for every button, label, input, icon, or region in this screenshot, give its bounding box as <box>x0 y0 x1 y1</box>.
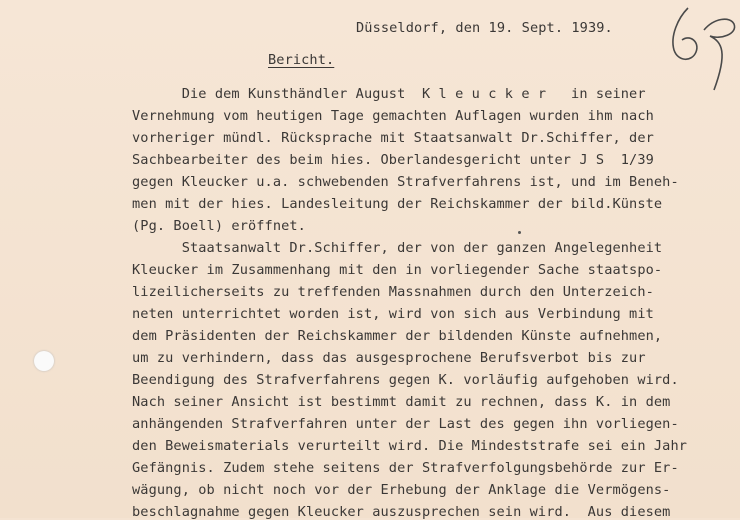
text-line: beschlagnahme gegen Kleucker auszusprechen sein wird. Aus diesem <box>132 504 671 520</box>
text-line: wägung, ob nicht noch vor der Erhebung der Anklage die Vermögens- <box>132 482 671 498</box>
punch-hole <box>34 351 54 371</box>
text-line: Kleucker im Zusammenhang mit den in vorliegender Sache staatspo- <box>132 262 663 278</box>
text-line: Die dem Kunsthändler August K l e u c k e r in seiner <box>132 86 646 102</box>
text-line: men mit der hies. Landesleitung der Reichskammer der bild.Künste <box>132 196 663 212</box>
text-line: gegen Kleucker u.a. schwebenden Strafverfahrens ist, und im Beneh- <box>132 174 679 190</box>
text-line: Vernehmung vom heutigen Tage gemachten Auflagen wurden ihm nach <box>132 108 654 124</box>
date-line: Düsseldorf, den 19. Sept. 1939. <box>356 20 613 36</box>
text-line: Sachbearbeiter des beim hies. Oberlandesgericht unter J S 1/39 <box>132 152 654 168</box>
handwritten-page-number <box>660 0 740 99</box>
text-line: Beendigung des Strafverfahrens gegen K. vorläufig aufgehoben wird. <box>132 372 679 388</box>
text-line: anhängenden Strafverfahren unter der Last des gegen ihn vorliegen- <box>132 416 679 432</box>
report-heading: Bericht. <box>268 52 335 68</box>
text-line: lizeilicherseits zu treffenden Massnahmen durch den Unterzeich- <box>132 284 654 300</box>
text-line: vorheriger mündl. Rücksprache mit Staatsanwalt Dr.Schiffer, der <box>132 130 654 146</box>
text-line: neten unterrichtet worden ist, wird von sich aus Verbindung mit <box>132 306 654 322</box>
text-line: Nach seiner Ansicht ist bestimmt damit zu rechnen, dass K. in dem <box>132 394 671 410</box>
text-line: den Beweismaterials verurteilt wird. Die Mindeststrafe sei ein Jahr <box>132 438 688 454</box>
ink-dot <box>518 231 521 234</box>
text-line: Staatsanwalt Dr.Schiffer, der von der ganzen Angelegenheit <box>132 240 663 256</box>
text-line: (Pg. Boell) eröffnet. <box>132 218 306 234</box>
text-line: dem Präsidenten der Reichskammer der bildenden Künste aufnehmen, <box>132 328 663 344</box>
text-line: Gefängnis. Zudem stehe seitens der Strafverfolgungsbehörde zur Er- <box>132 460 679 476</box>
text-line: um zu verhindern, dass das ausgesprochene Berufsverbot bis zur <box>132 350 646 366</box>
